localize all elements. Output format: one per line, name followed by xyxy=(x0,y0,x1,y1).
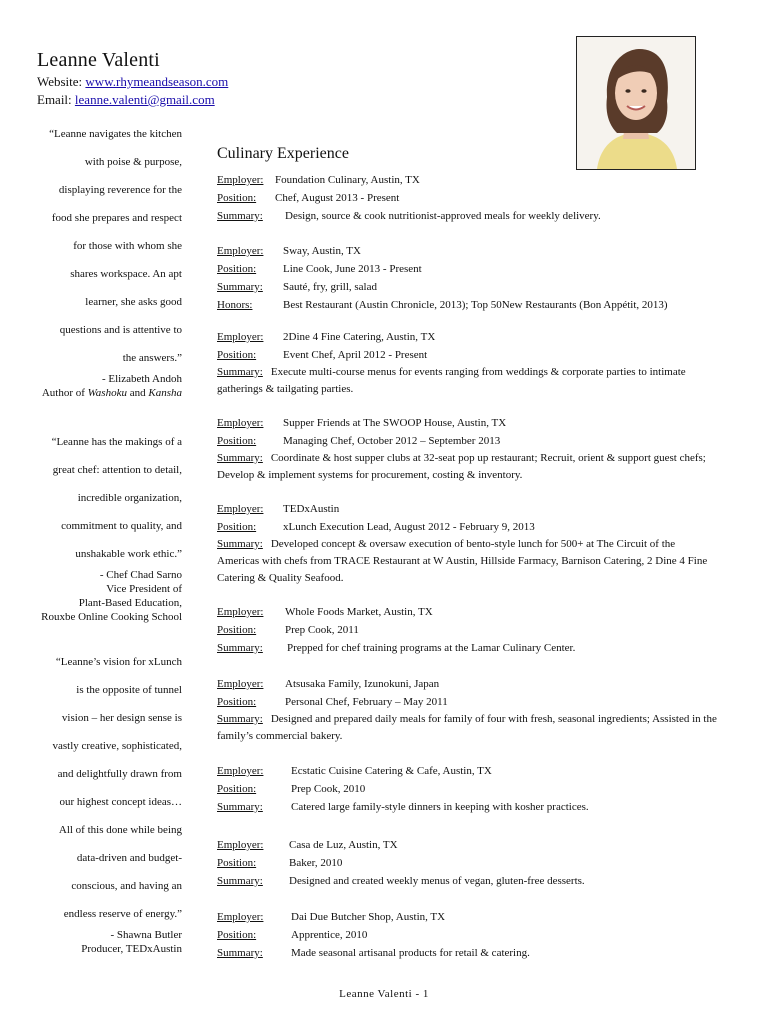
quote-attribution: - Elizabeth Andoh xyxy=(101,373,182,385)
quote-andoh xyxy=(20,120,182,400)
page-footer: Leanne Valenti - 1 xyxy=(339,988,429,1000)
quote-line: endless reserve of energy.” xyxy=(63,908,182,920)
employer-label: Employer: xyxy=(217,417,264,429)
employer-label: Employer: xyxy=(217,839,264,851)
employer-value: Dai Due Butcher Shop, Austin, TX xyxy=(291,911,446,923)
quote-line: great chef: attention to detail, xyxy=(52,464,182,476)
quote-line: vastly creative, sophisticated, xyxy=(52,740,182,752)
employer-label: Employer: xyxy=(217,503,264,515)
quote-line: data-driven and budget- xyxy=(76,852,182,864)
quote-attribution: - Shawna Butler xyxy=(110,929,182,941)
quote-line: vision – her design sense is xyxy=(61,712,182,724)
summary-value: Prepped for chef training programs at the Lamar Culinary Center. xyxy=(287,642,576,654)
summary-label: Summary: xyxy=(217,947,263,959)
position-label: Position: xyxy=(217,435,257,447)
summary-value: Made seasonal artisanal products for retail & catering. xyxy=(291,947,530,959)
employer-value: Supper Friends at The SWOOP House, Austin, TX xyxy=(283,417,507,429)
employer-value: Ecstatic Cuisine Catering & Cafe, Austin, TX xyxy=(291,765,492,777)
position-label: Position: xyxy=(217,696,257,708)
summary-value: Designed and prepared daily meals for family of four with fresh, seasonal ingredients; Assisted in the family’s commercial bakery. xyxy=(217,713,717,742)
honors-value: Best Restaurant (Austin Chronicle, 2013); Top 50New Restaurants (Bon Appétit, 2013) xyxy=(283,299,668,311)
quote-butler xyxy=(20,648,182,956)
quote-line: learner, she asks good xyxy=(85,296,182,308)
employer-value: Atsusaka Family, Izunokuni, Japan xyxy=(285,678,440,690)
position-label: Position: xyxy=(217,192,257,204)
summary-label: Summary: xyxy=(217,875,263,887)
employer-value: Whole Foods Market, Austin, TX xyxy=(285,606,433,618)
job-entry xyxy=(217,836,717,890)
profile-photo xyxy=(576,36,696,170)
quote-line: displaying reverence for the xyxy=(58,184,182,196)
job-entry xyxy=(217,603,717,657)
employer-value: Sway, Austin, TX xyxy=(283,245,361,257)
summary-label: Summary: xyxy=(217,452,263,464)
employer-value: Casa de Luz, Austin, TX xyxy=(289,839,398,851)
employer-label: Employer: xyxy=(217,678,264,690)
quote-line: and delightfully drawn from xyxy=(57,768,182,780)
position-label: Position: xyxy=(217,349,257,361)
quote-line: our highest concept ideas… xyxy=(59,796,182,808)
summary-label: Summary: xyxy=(217,713,263,725)
job-entry xyxy=(217,908,717,962)
quote-line: with poise & purpose, xyxy=(84,156,182,168)
quote-line: unshakable work ethic.” xyxy=(75,548,182,560)
position-value: Apprentice, 2010 xyxy=(291,929,368,941)
honors-label: Honors: xyxy=(217,299,253,311)
summary-label: Summary: xyxy=(217,642,263,654)
position-label: Position: xyxy=(217,521,257,533)
quote-attribution: Producer, TEDxAustin xyxy=(81,943,182,955)
job-entry xyxy=(217,242,717,314)
quote-attribution: Plant-Based Education, xyxy=(78,597,182,609)
quote-sarno xyxy=(20,428,182,624)
position-label: Position: xyxy=(217,624,257,636)
position-value: Chef, August 2013 - Present xyxy=(275,192,400,204)
summary-value: Execute multi-course menus for events ranging from weddings & corporate parties to intimate gatherings & tailgating parties. xyxy=(217,366,686,395)
quote-attribution: - Chef Chad Sarno xyxy=(99,569,182,581)
book-title: Washoku xyxy=(87,387,127,399)
job-entry xyxy=(217,762,717,816)
employer-value: TEDxAustin xyxy=(283,503,340,515)
position-value: Managing Chef, October 2012 – September 2013 xyxy=(283,435,501,447)
quote-andoh-text xyxy=(20,120,182,372)
quote-attribution: Vice President of xyxy=(106,583,182,595)
quote-attribution: Rouxbe Online Cooking School xyxy=(41,611,182,623)
position-value: Event Chef, April 2012 - Present xyxy=(283,349,428,361)
employer-label: Employer: xyxy=(217,331,264,343)
quote-attribution xyxy=(20,386,182,400)
quote-line: the answers.” xyxy=(122,352,182,364)
quote-line: questions and is attentive to xyxy=(59,324,182,336)
attr-text: Author of xyxy=(41,387,88,399)
summary-value: Sauté, fry, grill, salad xyxy=(283,281,377,293)
employer-value: Foundation Culinary, Austin, TX xyxy=(275,174,420,186)
employer-label: Employer: xyxy=(217,911,264,923)
employer-label: Employer: xyxy=(217,174,264,186)
summary-value: Catered large family-style dinners in keeping with kosher practices. xyxy=(291,801,589,813)
quote-line: is the opposite of tunnel xyxy=(76,684,182,696)
summary-label: Summary: xyxy=(217,801,263,813)
position-label: Position: xyxy=(217,929,257,941)
employer-label: Employer: xyxy=(217,245,264,257)
employer-label: Employer: xyxy=(217,606,264,618)
section-title: Culinary Experience xyxy=(217,145,349,162)
job-entry xyxy=(217,414,717,484)
quote-line: commitment to quality, and xyxy=(61,520,182,532)
quote-line: shares workspace. An apt xyxy=(70,268,182,280)
quote-line: food she prepares and respect xyxy=(51,212,182,224)
position-value: Line Cook, June 2013 - Present xyxy=(283,263,422,275)
book-title: Kansha xyxy=(148,387,182,399)
summary-value: Coordinate & host supper clubs at 32-seat pop up restaurant; Recruit, orient & support guest chefs; Develop & implement systems for procurement, costing & inventory. xyxy=(217,452,706,481)
job-entry xyxy=(217,328,717,398)
employer-label: Employer: xyxy=(217,765,264,777)
employer-value: 2Dine 4 Fine Catering, Austin, TX xyxy=(283,331,436,343)
attr-text: and xyxy=(126,387,149,399)
position-value: Baker, 2010 xyxy=(289,857,343,869)
summary-label: Summary: xyxy=(217,538,263,550)
quote-line: “Leanne navigates the kitchen xyxy=(49,128,182,140)
quote-line: “Leanne has the makings of a xyxy=(51,436,182,448)
email-label: Email: xyxy=(37,92,72,107)
summary-value: Design, source & cook nutritionist-approved meals for weekly delivery. xyxy=(285,210,601,222)
position-label: Position: xyxy=(217,263,257,275)
quote-line: incredible organization, xyxy=(77,492,182,504)
email-link[interactable]: leanne.valenti@gmail.com xyxy=(74,92,215,107)
summary-value: Developed concept & oversaw execution of bento-style lunch for 500+ at The Circuit of the Americas with chefs from TRACE Restaurant at W Austin, Hillside Farmacy, Barnison Catering, 2 Dine 4 Fine Catering & Quality Seafood. xyxy=(217,538,708,584)
email-line xyxy=(37,92,215,108)
position-label: Position: xyxy=(217,857,257,869)
summary-value: Designed and created weekly menus of vegan, gluten-free desserts. xyxy=(289,875,585,887)
summary-label: Summary: xyxy=(217,366,263,378)
website-label: Website: xyxy=(37,74,83,89)
quote-line: for those with whom she xyxy=(73,240,182,252)
position-value: Prep Cook, 2010 xyxy=(291,783,366,795)
summary-label: Summary: xyxy=(217,210,263,222)
quote-line: All of this done while being xyxy=(58,824,182,836)
position-value: xLunch Execution Lead, August 2012 - February 9, 2013 xyxy=(283,521,535,533)
position-label: Position: xyxy=(217,783,257,795)
quote-line: “Leanne’s vision for xLunch xyxy=(55,656,182,668)
job-entry xyxy=(217,675,717,745)
portrait-illustration xyxy=(577,37,695,169)
position-value: Prep Cook, 2011 xyxy=(285,624,359,636)
summary-label: Summary: xyxy=(217,281,263,293)
website-line xyxy=(37,74,228,90)
quote-line: conscious, and having an xyxy=(71,880,182,892)
job-entry xyxy=(217,500,717,587)
job-entry xyxy=(217,171,717,225)
resume-name: Leanne Valenti xyxy=(37,49,160,71)
website-link[interactable]: www.rhymeandseason.com xyxy=(85,74,229,89)
position-value: Personal Chef, February – May 2011 xyxy=(285,696,448,708)
